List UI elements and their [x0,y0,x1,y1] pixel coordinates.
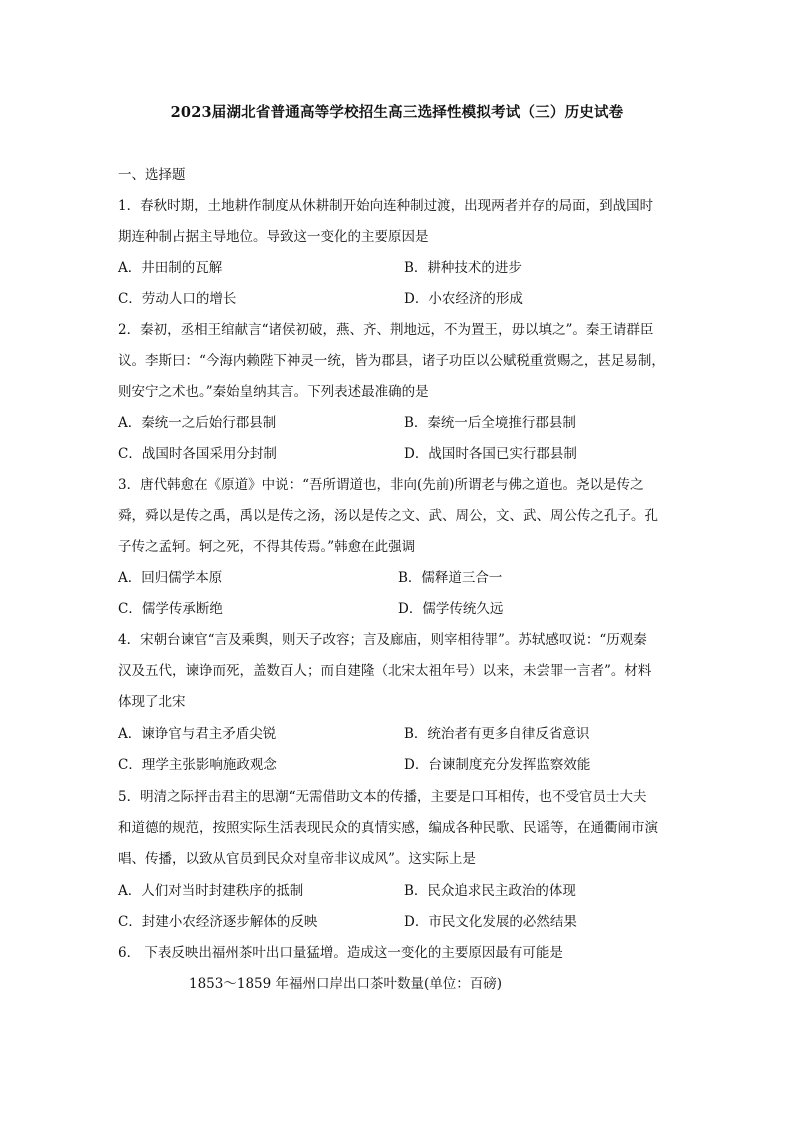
q1-stem-line-2: 期连种制占据主导地位。导致这一变化的主要原因是 [118,229,429,245]
q3-stem-line-1: 3．唐代韩愈在《原道》中说：“吾所谓道也，非向(先前)所谓老与佛之道也。尧以是传之 [118,477,644,493]
q3-option-a: A．回归儒学本原 [118,570,223,586]
q1-option-c: C．劳动人口的增长 [118,291,237,307]
q4-stem-line-2: 汉及五代，谏诤而死，盖数百人；而自建隆（北宋太祖年号）以来，未尝罪一言者”。材料 [118,663,652,679]
q1-option-d: D．小农经济的形成 [404,291,523,307]
page-title: 2023届湖北省普通高等学校招生高三选择性模拟考试（三）历史试卷 [170,104,624,121]
q3-option-c: C．儒学传承断绝 [118,601,223,617]
q3-option-d: D．儒学传统久远 [398,601,504,617]
q2-option-b: B．秦统一后全境推行郡县制 [404,415,576,431]
q4-stem-line-1: 4．宋朝台谏官“言及乘舆，则天子改容；言及廊庙，则宰相待罪”。苏轼感叹说：“历观秦 [118,632,647,648]
q5-option-b: B．民众追求民主政治的体现 [404,883,576,899]
q6-stem-line-1: 6． 下表反映出福州茶叶出口量猛增。造成这一变化的主要原因最有可能是 [118,945,563,961]
q5-stem-line-2: 和道德的规范，按照实际生活表现民众的真情实感，编成各种民歌、民谣等，在通衢闹市演 [118,820,658,836]
q4-option-d: D．台谏制度充分发挥监察效能 [404,757,591,773]
q4-option-c: C．理学主张影响施政观念 [118,757,277,773]
q4-option-a: A．谏诤官与君主矛盾尖锐 [118,726,277,742]
q5-option-c: C．封建小农经济逐步解体的反映 [118,914,318,930]
q2-option-d: D．战国时各国已实行郡县制 [404,446,577,462]
q4-stem-line-3: 体现了北宋 [118,694,186,710]
q2-option-c: C．战国时各国采用分封制 [118,446,277,462]
q1-option-a: A．井田制的瓦解 [118,260,223,276]
section-heading: 一、选择题 [118,167,186,183]
q5-option-a: A．人们对当时封建秩序的抵制 [118,883,304,899]
q3-option-b: B．儒释道三合一 [398,570,503,586]
q3-stem-line-2: 舜，舜以是传之禹，禹以是传之汤，汤以是传之文、武、周公，文、武、周公传之孔子。孔 [118,508,658,524]
q5-stem-line-1: 5．明清之际抨击君主的思潮“无需借助文本的传播，主要是口耳相传，也不受官员士大夫 [118,789,647,805]
q2-option-a: A．秦统一之后始行郡县制 [118,415,277,431]
q2-stem-line-3: 则安宁之术也。”秦始皇纳其言。下列表述最准确的是 [118,384,429,400]
q1-stem-line-1: 1．春秋时期，土地耕作制度从休耕制开始向连种制过渡，出现两者并存的局面，到战国时 [118,198,654,214]
q5-option-d: D．市民文化发展的必然结果 [404,914,577,930]
table-caption: 1853～1859 年福州口岸出口茶叶数量(单位：百磅) [189,976,503,992]
q5-stem-line-3: 唱、传播，以致从官员到民众对皇帝非议成风”。这实际上是 [118,851,476,867]
q3-stem-line-3: 子传之孟轲。轲之死，不得其传焉。”韩愈在此强调 [118,539,416,555]
q2-stem-line-1: 2．秦初，丞相王绾献言“诸侯初破，燕、齐、荆地远，不为置王，毋以填之”。秦王请群臣 [118,322,654,338]
q4-option-b: B．统治者有更多自律反省意识 [404,726,590,742]
q1-option-b: B．耕种技术的进步 [404,260,522,276]
q2-stem-line-2: 议。李斯曰：“今海内赖陛下神灵一统，皆为郡县，诸子功臣以公赋税重赏赐之，甚足易制， [118,353,665,369]
